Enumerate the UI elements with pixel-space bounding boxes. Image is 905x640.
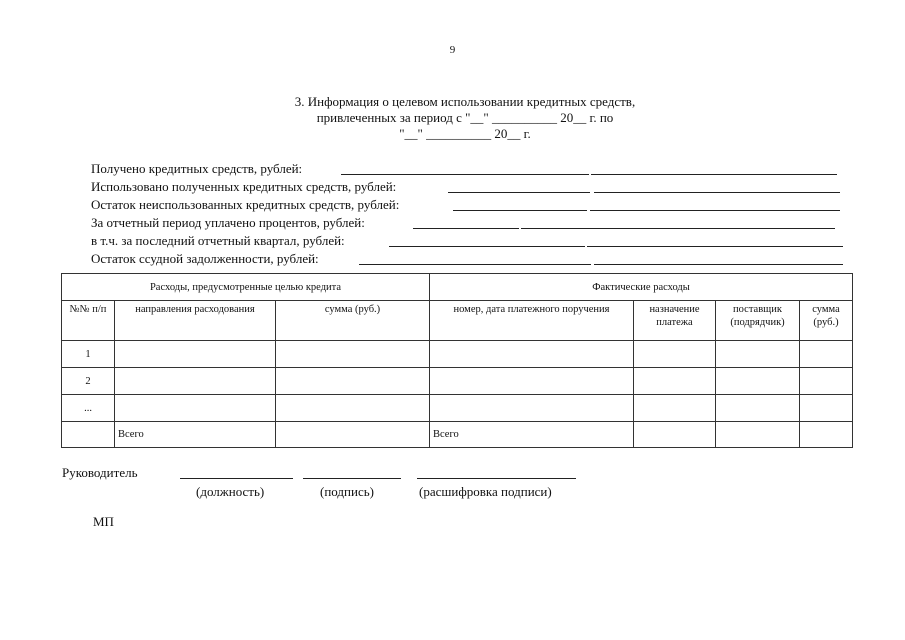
signature-caption: (подпись) [320, 484, 374, 499]
credit-fields [91, 160, 851, 268]
table-cell[interactable] [716, 368, 800, 395]
table-cell[interactable] [716, 395, 800, 422]
table-cell[interactable] [115, 368, 276, 395]
field-label: Использовано полученных кредитных средств, рублей: [91, 179, 397, 194]
table-cell[interactable] [276, 368, 430, 395]
stamp-place: МП [93, 514, 114, 529]
column-header: сумма (руб.) [800, 301, 853, 341]
table-cell[interactable] [634, 341, 716, 368]
row-number: 2 [62, 368, 115, 395]
field-blank-line [594, 192, 840, 193]
table-row [62, 341, 853, 368]
column-header: направления расходования [115, 301, 276, 341]
row-number: 1 [62, 341, 115, 368]
field-used[interactable] [91, 178, 851, 196]
table-cell[interactable] [276, 341, 430, 368]
field-interest-paid[interactable] [91, 214, 851, 232]
field-blank-line [587, 246, 843, 247]
field-loan-balance[interactable] [91, 250, 851, 268]
heading-line-3: "__" __________ 20__ г. [399, 126, 531, 141]
column-header: №№ п/п [62, 301, 115, 341]
field-blank-line [521, 228, 835, 229]
table-cell[interactable] [430, 341, 634, 368]
field-unused-balance[interactable] [91, 196, 851, 214]
signatory-title: Руководитель [62, 465, 138, 480]
table-cell[interactable] [115, 341, 276, 368]
table-cell[interactable] [430, 368, 634, 395]
signature-line[interactable] [303, 478, 401, 479]
field-label: Остаток неиспользованных кредитных средств, рублей: [91, 197, 400, 212]
column-header: номер, дата платежного поручения [430, 301, 634, 341]
table-cell[interactable] [716, 422, 800, 448]
field-last-quarter[interactable] [91, 232, 851, 250]
column-header: назначение платежа [634, 301, 716, 341]
table-row [62, 368, 853, 395]
table-cell[interactable] [716, 341, 800, 368]
field-label: За отчетный период уплачено процентов, рублей: [91, 215, 365, 230]
row-number: ... [62, 395, 115, 422]
field-received[interactable] [91, 160, 851, 178]
table-cell[interactable] [115, 395, 276, 422]
table-cell[interactable] [800, 368, 853, 395]
table-cell[interactable] [634, 422, 716, 448]
group-header-actual: Фактические расходы [430, 274, 853, 301]
field-blank-line [359, 264, 591, 265]
position-line[interactable] [180, 478, 293, 479]
field-blank-line [590, 210, 840, 211]
table-cell [62, 422, 115, 448]
group-header-planned: Расходы, предусмотренные целью кредита [62, 274, 430, 301]
field-blank-line [389, 246, 585, 247]
expenses-table [61, 273, 853, 448]
column-header: поставщик (подрядчик) [716, 301, 800, 341]
table-cell[interactable] [800, 422, 853, 448]
position-caption: (должность) [196, 484, 265, 499]
table-cell[interactable] [634, 368, 716, 395]
field-blank-line [594, 264, 843, 265]
field-blank-line [341, 174, 589, 175]
section-heading [150, 94, 780, 142]
table-cell[interactable] [430, 395, 634, 422]
table-cell[interactable] [634, 395, 716, 422]
table-cell[interactable] [276, 422, 430, 448]
table-cell[interactable] [800, 341, 853, 368]
column-header: сумма (руб.) [276, 301, 430, 341]
total-label-planned: Всего [115, 422, 276, 448]
signature-decoding-caption: (расшифровка подписи) [419, 484, 552, 499]
total-label-actual: Всего [430, 422, 634, 448]
table-total-row [62, 422, 853, 448]
table-row [62, 395, 853, 422]
heading-line-2: привлеченных за период с "__" __________ 20__ г. по [316, 110, 614, 125]
page-number: 9 [449, 44, 456, 56]
table-cell[interactable] [800, 395, 853, 422]
signature-decoding-line[interactable] [417, 478, 576, 479]
field-blank-line [591, 174, 837, 175]
heading-line-1: 3. Информация о целевом использовании кредитных средств, [294, 94, 636, 109]
field-blank-line [413, 228, 519, 229]
table-cell[interactable] [276, 395, 430, 422]
field-blank-line [448, 192, 590, 193]
field-blank-line [453, 210, 587, 211]
field-label: в т.ч. за последний отчетный квартал, рублей: [91, 233, 345, 248]
field-label: Остаток ссудной задолженности, рублей: [91, 251, 319, 266]
field-label: Получено кредитных средств, рублей: [91, 161, 303, 176]
